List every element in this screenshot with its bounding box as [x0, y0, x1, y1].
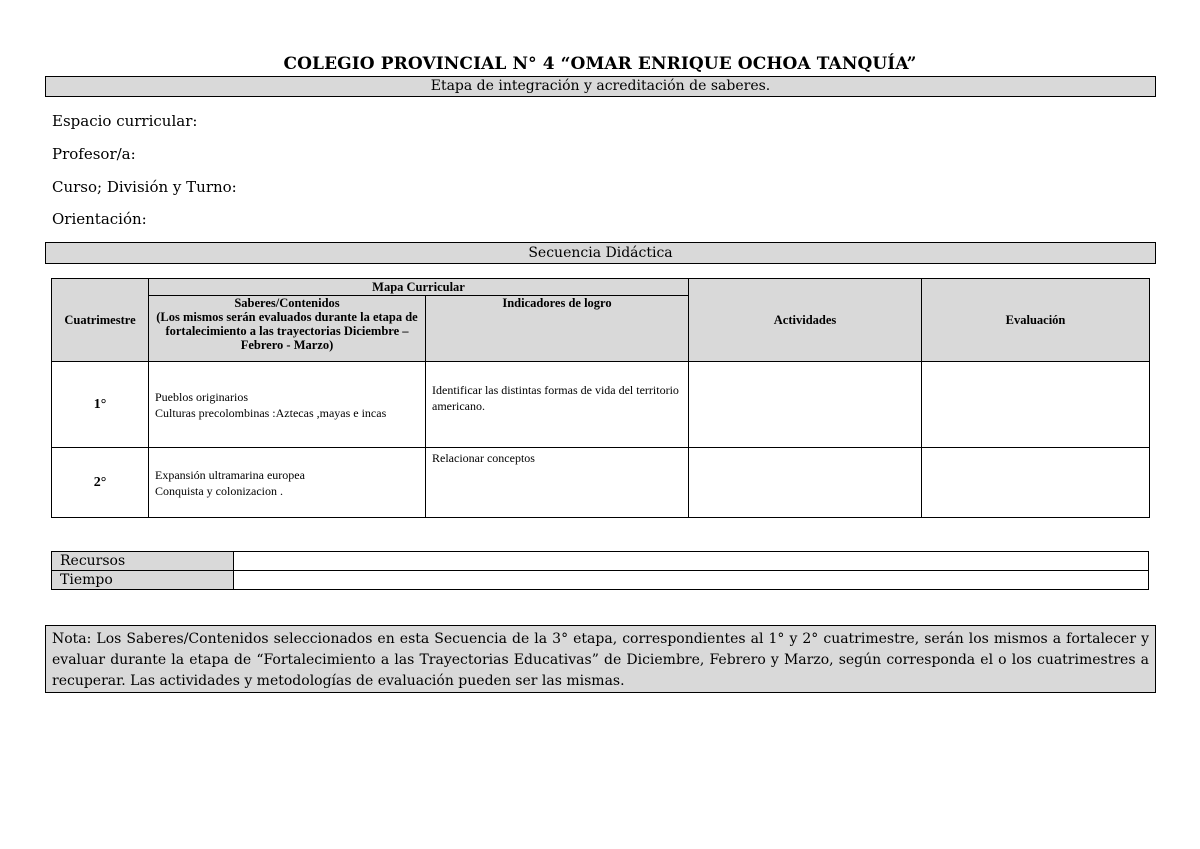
header-evaluacion: Evaluación	[922, 279, 1150, 362]
saberes-line: Expansión ultramarina europea	[155, 467, 305, 482]
sequence-banner: Secuencia Didáctica	[45, 242, 1156, 264]
header-saberes	[149, 296, 426, 362]
saberes-line: Conquista y colonizacion .	[155, 483, 283, 498]
row-indicadores: Relacionar conceptos	[426, 448, 689, 518]
school-title: COLEGIO PROVINCIAL N° 4 “OMAR ENRIQUE OCHOA TANQUÍA”	[283, 54, 917, 74]
recursos-label: Recursos	[52, 552, 234, 571]
field-orientacion: Orientación:	[52, 210, 147, 228]
tiempo-label: Tiempo	[52, 571, 234, 590]
row-indicadores: Identificar las distintas formas de vida del territorio americano.	[426, 362, 689, 448]
header-saberes-title: Saberes/Contenidos	[234, 296, 340, 310]
saberes-line: Pueblos originarios	[155, 389, 248, 404]
row-cuatrimestre: 2°	[52, 448, 149, 518]
header-actividades: Actividades	[689, 279, 922, 362]
table-row	[52, 552, 1149, 571]
table-row	[52, 448, 1150, 518]
row-actividades	[689, 362, 922, 448]
note-box: Nota: Los Saberes/Contenidos seleccionados en esta Secuencia de la 3° etapa, correspondientes al 1° y 2° cuatrimestre, serán los mismos a fortalecer y evaluar durante la etapa de “Fortalecimiento a las Trayectorias Educativas” de Diciembre, Febrero y Marzo, según corresponda el o los cuatrimestres a recuperar. Las actividades y metodologías de evaluación pueden ser las mismas.	[45, 625, 1156, 693]
field-espacio-curricular: Espacio curricular:	[52, 112, 198, 130]
recursos-value	[234, 552, 1149, 571]
row-saberes	[149, 362, 426, 448]
field-profesor: Profesor/a:	[52, 145, 136, 163]
tiempo-value	[234, 571, 1149, 590]
row-saberes	[149, 448, 426, 518]
header-saberes-note: (Los mismos serán evaluados durante la etapa de fortalecimiento a las trayectorias Diciembre – Febrero - Marzo)	[156, 310, 418, 352]
table-row	[52, 362, 1150, 448]
saberes-line: Culturas precolombinas :Aztecas ,mayas e incas	[155, 405, 387, 420]
table-row	[52, 571, 1149, 590]
row-evaluacion	[922, 448, 1150, 518]
resources-table	[51, 551, 1149, 590]
row-evaluacion	[922, 362, 1150, 448]
stage-banner: Etapa de integración y acreditación de saberes.	[45, 76, 1156, 97]
row-cuatrimestre: 1°	[52, 362, 149, 448]
field-curso-division-turno: Curso; División y Turno:	[52, 178, 237, 196]
header-cuatrimestre: Cuatrimestre	[52, 279, 149, 362]
row-actividades	[689, 448, 922, 518]
header-indicadores: Indicadores de logro	[426, 296, 689, 362]
header-mapa-curricular: Mapa Curricular	[149, 279, 689, 296]
sequence-table	[51, 278, 1150, 518]
